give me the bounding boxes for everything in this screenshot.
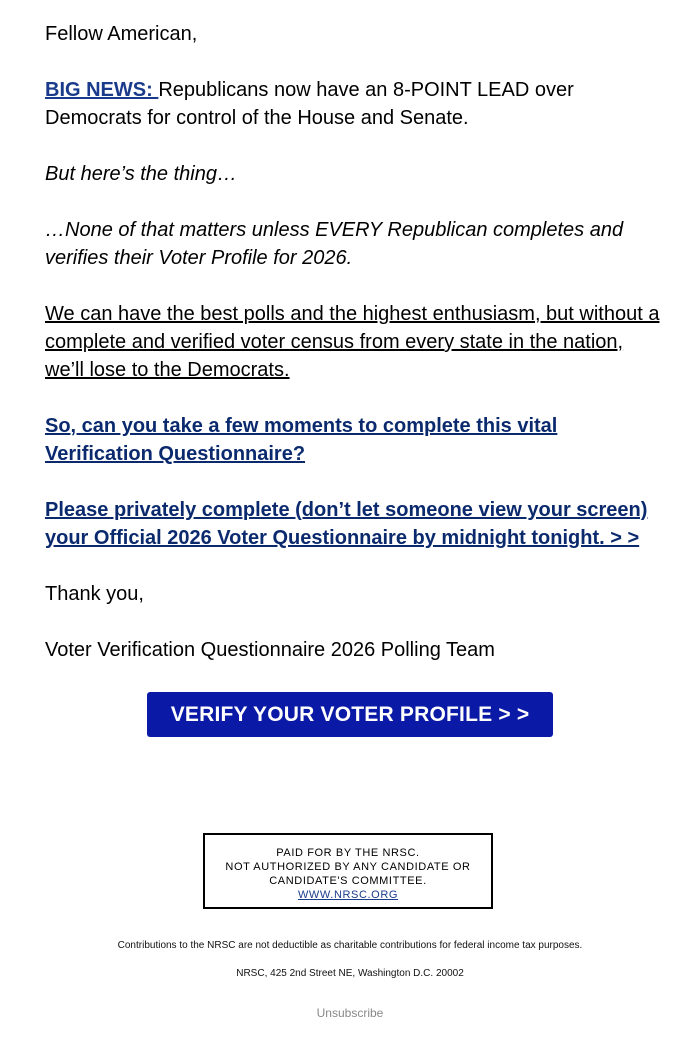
privately-paragraph (45, 496, 660, 552)
signature: Voter Verification Questionnaire 2026 Polling Team (45, 639, 495, 661)
unsubscribe-link[interactable]: Unsubscribe (316, 1006, 384, 1020)
thing-paragraph: But here’s the thing… (45, 163, 237, 185)
nrsc-website-link[interactable]: WWW.NRSC.ORG (297, 889, 399, 901)
questionnaire-link[interactable]: So, can you take a few moments to complete this vital Verification Questionnaire? (45, 415, 558, 465)
matters-paragraph: …None of that matters unless EVERY Republican completes and verifies their Voter Profile for 2026. (45, 219, 624, 269)
disclaimer-line-3: CANDIDATE'S COMMITTEE. (269, 875, 427, 887)
question-paragraph (45, 412, 660, 468)
polls-paragraph: We can have the best polls and the highest enthusiasm, but without a complete and verified voter census from every state in the nation, we’ll lose to the Democrats. (45, 303, 660, 381)
paid-for-disclaimer (203, 833, 493, 909)
button-container (0, 692, 700, 737)
mailing-address: NRSC, 425 2nd Street NE, Washington D.C. 20002 (236, 968, 464, 979)
lead-paragraph (45, 76, 660, 132)
thanks-line: Thank you, (45, 583, 144, 605)
disclaimer-line-1: PAID FOR BY THE NRSC. (276, 847, 420, 859)
email-body (45, 20, 660, 692)
contributions-notice: Contributions to the NRSC are not deductible as charitable contributions for federal income tax purposes. (117, 940, 583, 951)
greeting: Fellow American, (45, 23, 198, 45)
official-questionnaire-link[interactable]: Please privately complete (don’t let someone view your screen) your Official 2026 Voter Questionnaire by midnight tonight. > > (45, 499, 648, 549)
lead-text: Republicans now have an 8-POINT LEAD over Democrats for control of the House and Senate. (45, 79, 574, 129)
disclaimer-line-2: NOT AUTHORIZED BY ANY CANDIDATE OR (225, 861, 471, 873)
big-news-link[interactable]: BIG NEWS: (45, 79, 159, 101)
verify-voter-profile-button[interactable]: VERIFY YOUR VOTER PROFILE > > (147, 692, 553, 737)
